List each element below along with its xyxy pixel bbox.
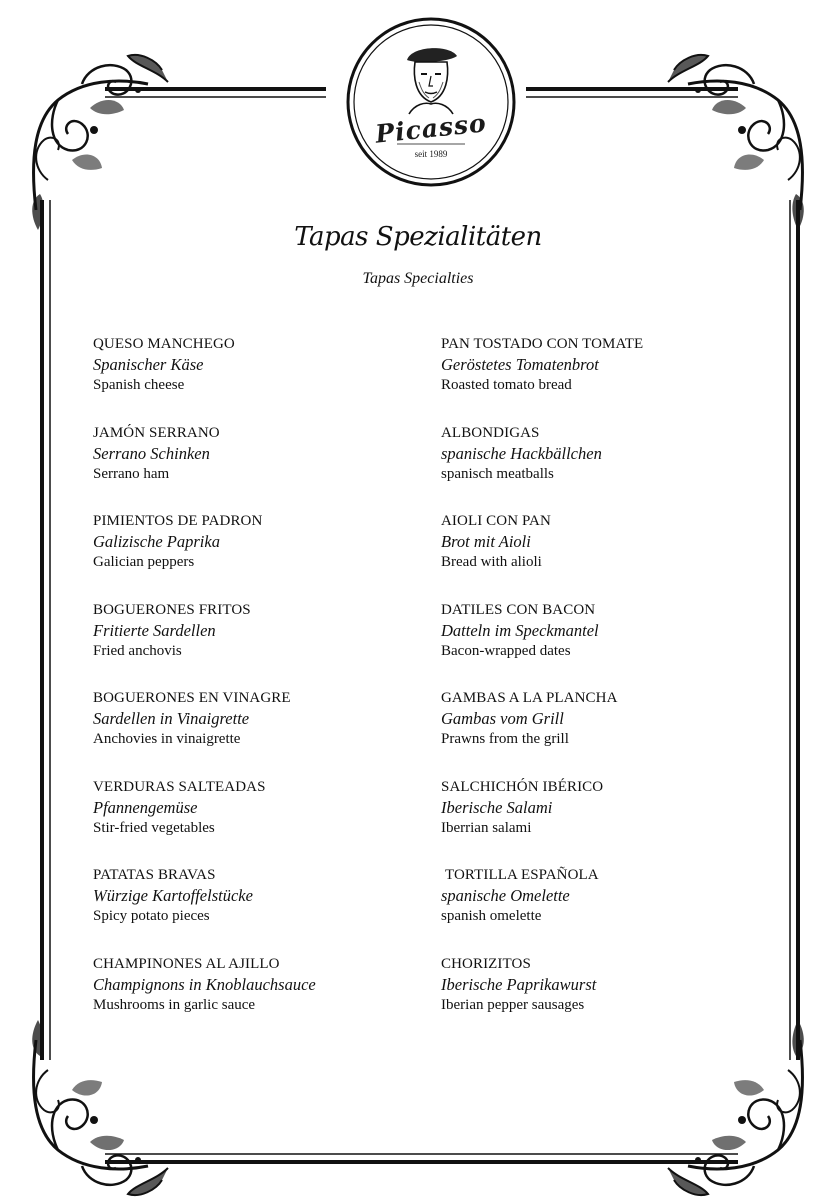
item-english: Bacon-wrapped dates bbox=[441, 642, 571, 659]
menu-item bbox=[93, 954, 423, 1043]
item-name: QUESO MANCHEGO bbox=[93, 336, 235, 352]
item-name: BOGUERONES EN VINAGRE bbox=[93, 690, 291, 706]
item-german: Geröstetes Tomatenbrot bbox=[441, 355, 599, 374]
menu-item bbox=[441, 777, 771, 866]
item-german: Iberische Paprikawurst bbox=[441, 974, 597, 994]
item-name: BOGUERONES FRITOS bbox=[93, 601, 251, 618]
menu-column-right bbox=[441, 334, 771, 1042]
item-english: Spanish cheese bbox=[93, 377, 185, 393]
menu-column-left bbox=[93, 334, 423, 1042]
menu-item bbox=[441, 511, 771, 600]
item-name: TORTILLA ESPAÑOLA bbox=[445, 867, 599, 883]
item-german: Galizische Paprika bbox=[93, 532, 220, 551]
item-german: Brot mit Aioli bbox=[441, 532, 531, 551]
item-name: AIOLI CON PAN bbox=[441, 513, 551, 529]
corner-ornament-top-left bbox=[32, 55, 168, 230]
corner-ornament-bottom-left bbox=[32, 1020, 168, 1195]
menu-item bbox=[93, 600, 423, 689]
item-german: Sardellen in Vinaigrette bbox=[93, 709, 250, 728]
item-english: Prawns from the grill bbox=[441, 731, 569, 747]
menu-item bbox=[441, 865, 771, 954]
item-english: spanisch meatballs bbox=[441, 465, 554, 482]
item-name: GAMBAS A LA PLANCHA bbox=[441, 690, 618, 706]
item-name: PATATAS BRAVAS bbox=[93, 867, 216, 883]
menu-item bbox=[441, 423, 771, 512]
item-german: Gambas vom Grill bbox=[441, 709, 564, 728]
item-name: CHAMPINONES AL AJILLO bbox=[93, 955, 280, 972]
item-german: spanische Omelette bbox=[441, 886, 570, 905]
item-english: Mushrooms in garlic sauce bbox=[93, 996, 256, 1013]
item-german: Datteln im Speckmantel bbox=[441, 620, 599, 640]
page-title: Tapas Spezialitäten bbox=[294, 222, 542, 252]
menu-item bbox=[441, 688, 771, 777]
menu-item bbox=[441, 334, 771, 423]
menu-item bbox=[93, 865, 423, 954]
item-english: Roasted tomato bread bbox=[441, 377, 572, 393]
item-english: Iberrian salami bbox=[441, 819, 532, 836]
item-german: Pfannengemüse bbox=[93, 797, 198, 817]
menu-item bbox=[93, 688, 423, 777]
item-english: spanish omelette bbox=[441, 908, 542, 924]
item-german: Serrano Schinken bbox=[93, 443, 210, 463]
corner-ornament-top-right bbox=[668, 55, 804, 230]
logo-since-text: seit 1989 bbox=[414, 149, 448, 159]
item-name: ALBONDIGAS bbox=[441, 424, 540, 441]
item-name: PAN TOSTADO CON TOMATE bbox=[441, 336, 644, 352]
item-english: Serrano ham bbox=[93, 465, 170, 482]
page-subtitle: Tapas Specialties bbox=[362, 270, 474, 287]
portrait-icon bbox=[345, 16, 517, 188]
logo-script-text: Picasso bbox=[374, 108, 488, 149]
restaurant-logo bbox=[345, 16, 517, 188]
item-english: Fried anchovis bbox=[93, 642, 182, 659]
item-german: Würzige Kartoffelstücke bbox=[93, 886, 253, 905]
item-english: Stir-fried vegetables bbox=[93, 819, 215, 836]
menu-item bbox=[93, 511, 423, 600]
item-german: spanische Hackbällchen bbox=[441, 443, 602, 463]
item-german: Champignons in Knoblauchsauce bbox=[93, 974, 316, 994]
item-german: Fritierte Sardellen bbox=[93, 620, 216, 640]
item-english: Bread with alioli bbox=[441, 554, 542, 570]
menu-item bbox=[441, 954, 771, 1043]
corner-ornament-bottom-right bbox=[668, 1020, 804, 1195]
menu-item bbox=[93, 334, 423, 423]
item-german: Iberische Salami bbox=[441, 797, 553, 817]
item-name: CHORIZITOS bbox=[441, 955, 531, 972]
menu-item bbox=[93, 777, 423, 866]
item-name: PIMIENTOS DE PADRON bbox=[93, 513, 263, 529]
item-name: DATILES CON BACON bbox=[441, 601, 596, 618]
item-english: Iberian pepper sausages bbox=[441, 996, 585, 1013]
item-name: VERDURAS SALTEADAS bbox=[93, 778, 266, 795]
menu-item bbox=[441, 600, 771, 689]
menu-item bbox=[93, 423, 423, 512]
item-german: Spanischer Käse bbox=[93, 355, 204, 374]
item-name: JAMÓN SERRANO bbox=[93, 424, 220, 441]
item-english: Galician peppers bbox=[93, 554, 195, 570]
item-english: Spicy potato pieces bbox=[93, 908, 210, 924]
item-name: SALCHICHÓN IBÉRICO bbox=[441, 778, 604, 795]
item-english: Anchovies in vinaigrette bbox=[93, 731, 241, 747]
